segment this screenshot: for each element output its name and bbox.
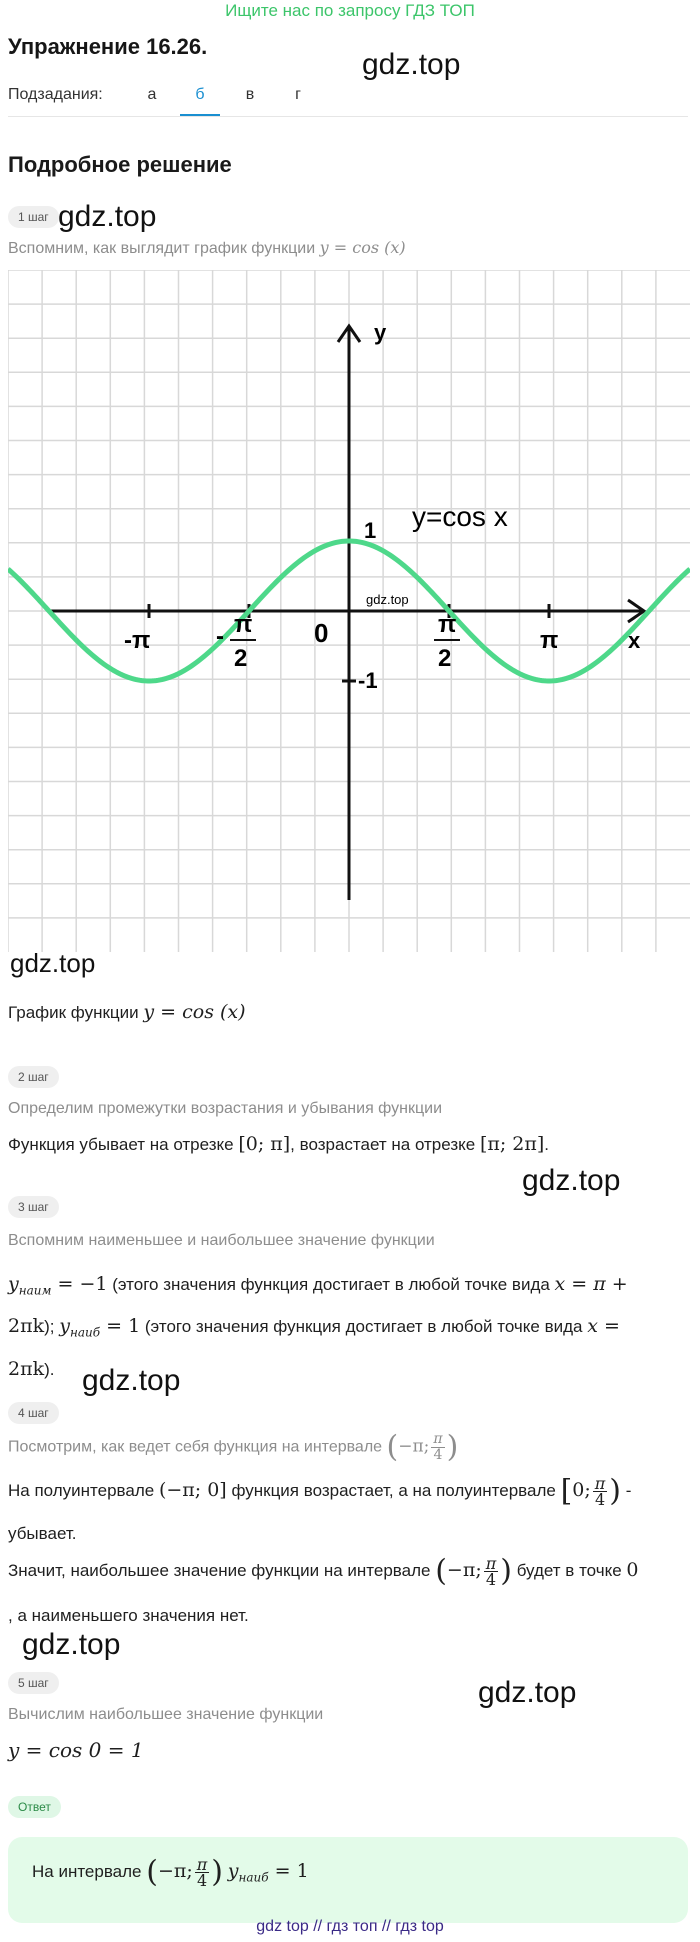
text: (этого значения функция достигает в любой точке вида [107, 1275, 555, 1294]
formula: −π; [157, 1859, 193, 1882]
formula: x = π + [554, 1273, 628, 1295]
text: На полуинтервале [8, 1480, 159, 1500]
step-badge: 3 шаг [8, 1196, 59, 1218]
text: ). [44, 1359, 55, 1379]
x-axis-label: x [628, 628, 641, 653]
hint-formula: y = cos (x) [319, 238, 406, 257]
subtasks-bar [8, 84, 688, 117]
formula: = −1 [51, 1273, 108, 1295]
formula: y [8, 1273, 19, 1295]
step-badge: 2 шаг [8, 1066, 59, 1088]
formula: 2πk [8, 1315, 45, 1338]
text: (этого значения функция достигает в любой точке вида [140, 1317, 588, 1337]
subtask-tab-v[interactable]: в [245, 86, 255, 103]
step-badge: 4 шаг [8, 1402, 59, 1424]
fraction [593, 1476, 608, 1507]
step4-p2-cont: , а наименьшего значения нет. [8, 1606, 249, 1625]
label-one: 1 [364, 518, 377, 543]
frac-num: π [196, 1855, 208, 1874]
answer-text [32, 1854, 309, 1890]
subtask-tab-g[interactable]: г [295, 86, 301, 103]
label-neg-half-pi-den: 2 [234, 645, 248, 672]
formula: = 1 [100, 1315, 141, 1338]
watermark: gdz.top [58, 200, 157, 233]
step-hint [8, 1429, 459, 1465]
text: функция возрастает, а на полуинтервале [226, 1480, 561, 1500]
label-neg-pi: -π [124, 627, 151, 654]
promo-banner[interactable]: Ищите нас по запросу ГДЗ ТОП [225, 1, 475, 20]
text: На интервале [32, 1861, 147, 1881]
step4-p1 [8, 1473, 632, 1509]
text: , возрастает на отрезке [290, 1135, 480, 1154]
fraction [431, 1432, 444, 1463]
step4-p2 [8, 1553, 639, 1589]
formula: [π; 2π] [479, 1133, 545, 1155]
frac-den: 4 [485, 1570, 497, 1589]
paren: ) [446, 1429, 459, 1465]
label-minus-one: -1 [358, 668, 378, 693]
text: будет в точке [511, 1560, 627, 1580]
formula: 0; [572, 1478, 591, 1501]
watermark: gdz.top [478, 1676, 577, 1709]
step-badge: 1 шаг [8, 206, 59, 228]
step-hint: Вычислим наибольшее значение функции [8, 1706, 324, 1723]
watermark: gdz.top [82, 1364, 181, 1397]
answer-badge: Ответ [8, 1796, 61, 1818]
label-neg-half-pi-num: π [234, 611, 253, 638]
curve-label: y=cos x [412, 501, 508, 532]
paren: ) [211, 1854, 224, 1890]
label-pi: π [540, 627, 559, 654]
subtask-tab-a[interactable]: а [147, 86, 157, 103]
subtask-tab-b[interactable]: б [180, 84, 220, 116]
paren: [ [560, 1473, 573, 1509]
text: ); [44, 1317, 55, 1337]
formula: 2πk [8, 1357, 45, 1380]
paren: ( [146, 1854, 158, 1890]
fraction [195, 1857, 210, 1888]
step2-text [8, 1132, 549, 1157]
hint-text: Вспомним, как выглядит график функции [8, 240, 320, 257]
watermark: gdz.top [22, 1628, 121, 1661]
text: . [544, 1135, 550, 1154]
hint-text: Посмотрим, как ведет себя функция на интервале [8, 1438, 387, 1456]
paren: ( [386, 1429, 399, 1465]
step5-formula: y = cos 0 = 1 [8, 1738, 144, 1762]
formula: = 1 [268, 1859, 309, 1882]
text: - [621, 1480, 632, 1500]
step-hint [8, 238, 406, 258]
frac-num: π [433, 1431, 443, 1447]
paren: ( [435, 1553, 447, 1589]
step-hint: Определим промежутки возрастания и убывания функции [8, 1100, 443, 1117]
frac-den: 4 [433, 1447, 443, 1463]
step-hint: Вспомним наименьшее и наибольшее значение функции [8, 1232, 435, 1249]
label-half-pi-num: π [438, 611, 457, 638]
y-axis-label: y [374, 320, 387, 345]
formula: −π; [398, 1436, 430, 1457]
frac-den: 4 [196, 1871, 208, 1890]
label-origin: 0 [314, 618, 329, 648]
watermark: gdz.top [362, 48, 461, 81]
paren: ) [500, 1553, 512, 1589]
frac-den: 4 [594, 1490, 606, 1509]
formula: y [227, 1859, 239, 1882]
footer-links[interactable]: gdz top // гдз топ // гдз top [256, 1918, 444, 1935]
answer-box [8, 1837, 688, 1923]
text: Функция убывает на отрезке [8, 1135, 239, 1154]
formula: 0 [626, 1558, 639, 1581]
formula-sub: наим [18, 1283, 52, 1298]
formula: [0; π] [238, 1133, 291, 1155]
caption-formula: y = cos (x) [143, 1001, 246, 1023]
label-neg-half-pi-sign: - [216, 623, 224, 650]
formula: −π; [446, 1558, 482, 1581]
watermark: gdz.top [10, 948, 96, 978]
solution-heading: Подробное решение [8, 152, 232, 177]
caption-text: График функции [8, 1003, 144, 1022]
formula: y [59, 1315, 70, 1338]
frac-num: π [594, 1474, 606, 1493]
label-half-pi-den: 2 [438, 645, 452, 672]
watermark: gdz.top [522, 1164, 621, 1197]
paren: ) [609, 1473, 622, 1509]
step-badge: 5 шаг [8, 1672, 59, 1694]
graph-caption [8, 1000, 246, 1025]
formula-sub: наиб [238, 1870, 269, 1885]
graph-watermark: gdz.top [366, 592, 409, 607]
page-title: Упражнение 16.26. [8, 34, 208, 59]
subtasks-label: Подзадания: [8, 86, 103, 103]
formula: (−π; 0] [158, 1478, 227, 1501]
formula-sub: наиб [69, 1325, 101, 1340]
formula: x = [587, 1315, 620, 1338]
step4-p1-cont: убывает. [8, 1524, 77, 1543]
cosine-graph [8, 270, 690, 952]
frac-num: π [485, 1554, 497, 1573]
fraction [484, 1556, 499, 1587]
text: Значит, наибольшее значение функции на интервале [8, 1560, 436, 1580]
